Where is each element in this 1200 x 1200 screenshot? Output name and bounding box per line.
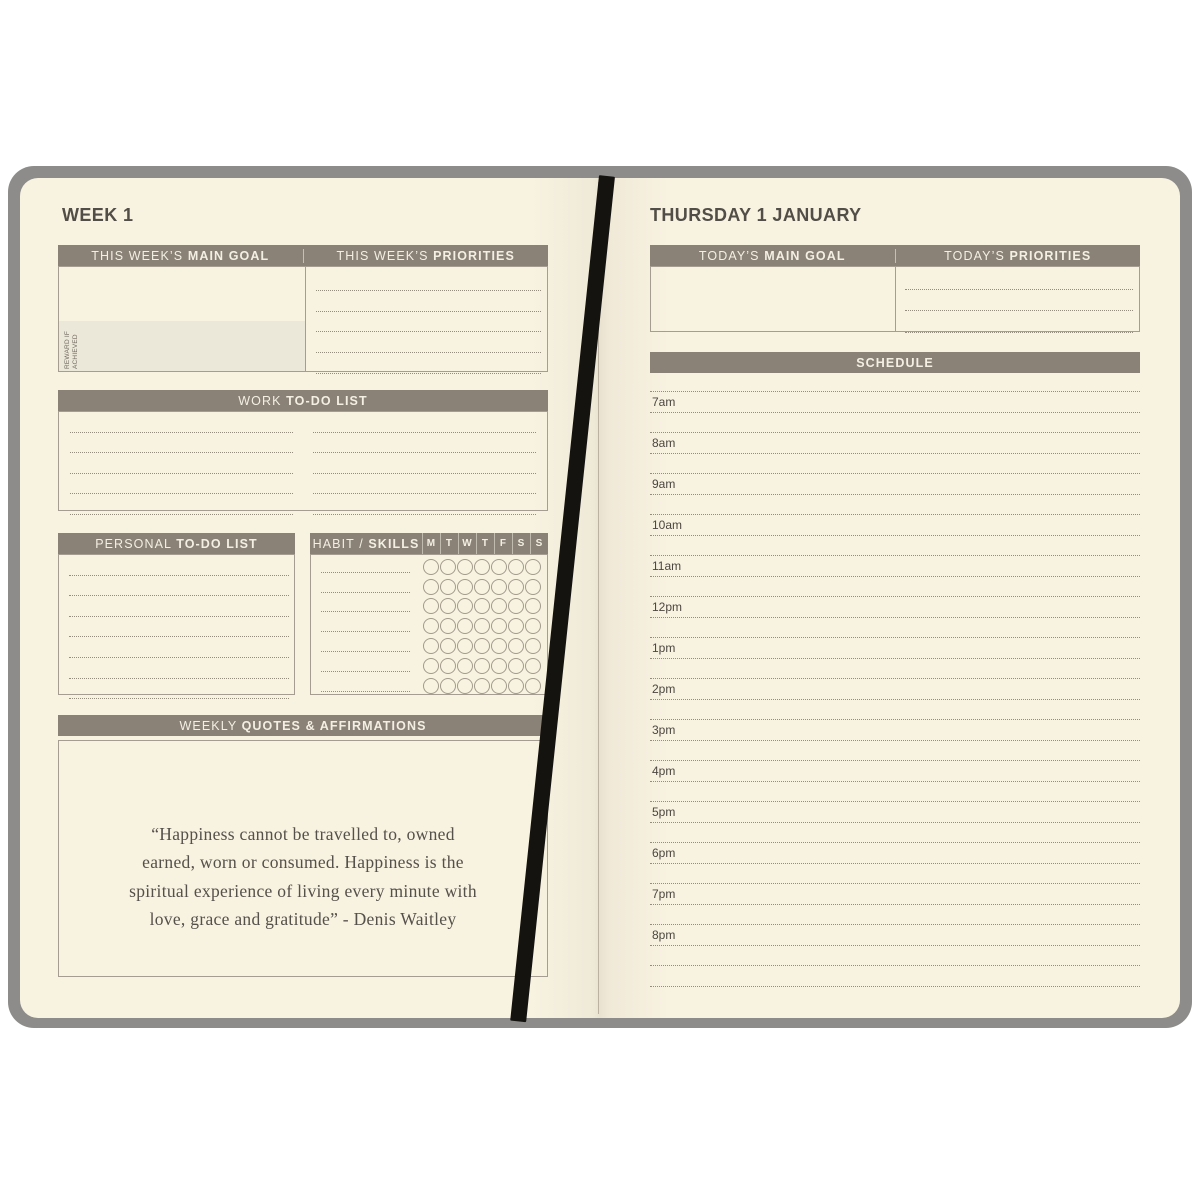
habit-check-circle <box>457 658 473 674</box>
todays-priorities-header <box>895 249 1141 263</box>
schedule-row <box>650 391 1140 412</box>
schedule-row <box>650 453 1140 474</box>
habit-name-line <box>321 572 410 573</box>
today-goal-priorities-header <box>650 245 1140 266</box>
schedule-time-label: 8pm <box>652 928 676 942</box>
habit-check-circle <box>508 598 524 614</box>
quote-line: “Happiness cannot be travelled to, owned <box>151 824 455 844</box>
schedule-row <box>650 412 1140 433</box>
habit-check-circle <box>508 678 524 694</box>
habit-check-circle <box>474 638 490 654</box>
habit-check-circle <box>508 618 524 634</box>
schedule-time-label: 7pm <box>652 887 676 901</box>
work-todo-column-1 <box>70 412 293 510</box>
dotted-writing-line <box>316 312 541 333</box>
header-prefix: TODAY’S <box>698 248 765 263</box>
schedule-row <box>650 924 1140 945</box>
schedule-row <box>650 617 1140 638</box>
schedule-row <box>650 678 1140 699</box>
header-bold: PRIORITIES <box>1009 248 1092 263</box>
habit-check-circle <box>525 579 541 595</box>
header-prefix: TODAY’S <box>944 248 1010 263</box>
habit-row <box>311 676 547 696</box>
habit-name-line <box>321 631 410 632</box>
habit-name-line <box>321 592 410 593</box>
dotted-writing-line <box>69 637 289 658</box>
habit-check-circle <box>423 618 439 634</box>
schedule-row <box>650 576 1140 597</box>
personal-todo-header <box>58 533 295 554</box>
work-todo-body <box>58 411 548 511</box>
today-main-goal-cell <box>651 267 896 331</box>
schedule-row <box>650 555 1140 576</box>
habit-day-circles <box>422 658 547 674</box>
habit-skills-label <box>310 537 422 551</box>
schedule-row <box>650 883 1140 904</box>
header-prefix: HABIT / <box>312 536 369 551</box>
habit-row <box>311 656 547 676</box>
habit-check-circle <box>491 598 507 614</box>
dotted-writing-line <box>316 353 541 374</box>
habit-name-line <box>321 691 410 692</box>
habit-check-circle <box>491 618 507 634</box>
habit-row <box>311 616 547 636</box>
habit-check-circle <box>474 598 490 614</box>
schedule-time-label: 5pm <box>652 805 676 819</box>
work-todo-column-2 <box>313 412 536 510</box>
habit-check-circle <box>423 658 439 674</box>
habit-check-circle <box>491 559 507 575</box>
reward-label: REWARD IF ACHIEVED <box>64 330 80 369</box>
habit-day-circles <box>422 579 547 595</box>
header-bold: MAIN GOAL <box>187 248 270 263</box>
habit-check-circle <box>423 638 439 654</box>
day-title: THURSDAY 1 JANUARY <box>650 205 862 225</box>
habit-check-circle <box>508 658 524 674</box>
schedule-header-label: SCHEDULE <box>856 355 934 370</box>
weekday-initial: T <box>440 533 458 554</box>
dotted-writing-line <box>316 332 541 353</box>
schedule-row <box>650 432 1140 453</box>
habit-check-circle <box>457 678 473 694</box>
schedule-row <box>650 945 1140 966</box>
work-todo-header <box>58 390 548 411</box>
dotted-writing-line <box>905 311 1133 333</box>
dotted-writing-line <box>69 576 289 597</box>
dotted-writing-line <box>905 268 1133 290</box>
dotted-writing-line <box>905 290 1133 312</box>
this-weeks-main-goal-header <box>58 249 303 263</box>
habit-check-circle <box>474 579 490 595</box>
habit-day-circles <box>422 598 547 614</box>
dotted-writing-line <box>313 453 536 474</box>
habit-name-line <box>321 611 410 612</box>
habit-check-circle <box>474 658 490 674</box>
week-goal-priorities-body <box>58 266 548 372</box>
today-goal-priorities-body <box>650 266 1140 332</box>
header-prefix: THIS WEEK’S <box>336 248 434 263</box>
dotted-writing-line <box>70 453 293 474</box>
habit-check-circle <box>440 678 456 694</box>
habit-check-circle <box>423 579 439 595</box>
header-bold: TO-DO LIST <box>286 393 368 408</box>
habit-name-line <box>321 671 410 672</box>
schedule-time-label: 1pm <box>652 641 676 655</box>
schedule-row <box>650 699 1140 720</box>
header-prefix: THIS WEEK’S <box>91 248 188 263</box>
habit-name-line <box>321 651 410 652</box>
habit-check-circle <box>508 579 524 595</box>
habit-check-circle <box>440 618 456 634</box>
habit-check-circle <box>457 618 473 634</box>
dotted-writing-line <box>69 679 289 700</box>
habit-day-circles <box>422 638 547 654</box>
schedule-row <box>650 904 1140 925</box>
weekday-initials <box>422 533 548 554</box>
schedule-row <box>650 658 1140 679</box>
quote-line: earned, worn or consumed. Happiness is the <box>142 852 464 873</box>
header-prefix: WEEKLY <box>179 718 242 733</box>
header-bold: SKILLS <box>368 536 420 551</box>
habit-check-circle <box>423 598 439 614</box>
schedule-row <box>650 494 1140 515</box>
week-priorities-lines <box>306 267 547 371</box>
habit-check-circle <box>491 579 507 595</box>
header-bold: MAIN GOAL <box>764 248 846 263</box>
schedule-row <box>650 473 1140 494</box>
habit-check-circle <box>457 638 473 654</box>
habit-check-circle <box>474 618 490 634</box>
quote-line: spiritual experience of living every minute with <box>129 880 477 901</box>
this-weeks-priorities-header <box>303 249 549 263</box>
schedule-row <box>650 740 1140 761</box>
dotted-writing-line <box>70 494 293 515</box>
dotted-writing-line <box>70 474 293 495</box>
habit-check-circle <box>474 678 490 694</box>
dotted-writing-line <box>69 596 289 617</box>
dotted-writing-line <box>313 474 536 495</box>
schedule-time-label: 7am <box>652 395 676 409</box>
schedule-row <box>650 842 1140 863</box>
main-goal-cell <box>59 267 306 371</box>
week-title: WEEK 1 <box>62 205 134 225</box>
habit-check-circle <box>423 678 439 694</box>
schedule-row <box>650 637 1140 658</box>
dotted-writing-line <box>313 494 536 515</box>
weekly-quote-text <box>58 820 548 933</box>
weekday-initial: W <box>458 533 476 554</box>
habit-check-circle <box>525 598 541 614</box>
schedule-row <box>650 965 1140 986</box>
schedule-time-label: 6pm <box>652 846 676 860</box>
schedule-row <box>650 781 1140 802</box>
week-goal-priorities-header <box>58 245 548 266</box>
habit-row <box>311 597 547 617</box>
schedule-time-label: 10am <box>652 518 683 532</box>
dotted-writing-line <box>70 412 293 433</box>
header-bold: TO-DO LIST <box>176 536 258 551</box>
weekday-initial: M <box>422 533 440 554</box>
habit-day-circles <box>422 559 547 575</box>
habit-row <box>311 557 547 577</box>
dotted-writing-line <box>316 291 541 312</box>
weekday-initial: S <box>530 533 548 554</box>
habit-day-circles <box>422 678 547 694</box>
habit-check-circle <box>440 598 456 614</box>
todays-main-goal-header <box>650 249 895 263</box>
schedule-time-label: 9am <box>652 477 676 491</box>
schedule-row <box>650 822 1140 843</box>
dotted-writing-line <box>70 433 293 454</box>
habit-check-circle <box>525 638 541 654</box>
header-prefix: WORK <box>238 393 287 408</box>
personal-todo-body <box>58 554 295 695</box>
habit-check-circle <box>508 638 524 654</box>
today-priorities-lines <box>896 267 1139 331</box>
habit-check-circle <box>525 678 541 694</box>
habit-check-circle <box>525 559 541 575</box>
dotted-writing-line <box>69 658 289 679</box>
header-prefix: PERSONAL <box>95 536 177 551</box>
habit-check-circle <box>457 559 473 575</box>
schedule-row <box>650 801 1140 822</box>
schedule-row <box>650 863 1140 884</box>
habit-row <box>311 577 547 597</box>
habit-check-circle <box>457 579 473 595</box>
schedule-time-label: 11am <box>652 559 682 573</box>
weekday-initial: T <box>476 533 494 554</box>
schedule-time-label: 12pm <box>652 600 683 614</box>
quote-line: love, grace and gratitude” - Denis Waitley <box>149 909 457 930</box>
weekday-initial: S <box>512 533 530 554</box>
habit-day-circles <box>422 618 547 634</box>
schedule-time-label: 4pm <box>652 764 676 778</box>
habit-check-circle <box>423 559 439 575</box>
habit-check-circle <box>491 638 507 654</box>
habit-check-circle <box>440 579 456 595</box>
schedule-row <box>650 514 1140 535</box>
habit-check-circle <box>525 618 541 634</box>
schedule-header <box>650 352 1140 373</box>
habit-check-circle <box>491 678 507 694</box>
habit-check-circle <box>525 658 541 674</box>
header-bold: QUOTES & AFFIRMATIONS <box>241 718 427 733</box>
habit-check-circle <box>508 559 524 575</box>
habit-check-circle <box>440 638 456 654</box>
habit-row <box>311 636 547 656</box>
schedule-row <box>650 760 1140 781</box>
dotted-writing-line <box>69 555 289 576</box>
habit-check-circle <box>440 559 456 575</box>
reward-if-achieved-area <box>59 321 305 371</box>
header-bold: PRIORITIES <box>433 248 515 263</box>
habit-check-circle <box>491 658 507 674</box>
dotted-writing-line <box>313 433 536 454</box>
schedule-time-label: 2pm <box>652 682 676 696</box>
schedule-time-label: 8am <box>652 436 676 450</box>
schedule-row <box>650 719 1140 740</box>
habit-check-circle <box>440 658 456 674</box>
dotted-writing-line <box>69 617 289 638</box>
dotted-writing-line <box>313 412 536 433</box>
schedule-time-label: 3pm <box>652 723 676 737</box>
dotted-writing-line <box>316 270 541 291</box>
schedule-row <box>650 596 1140 617</box>
habit-tracker-grid <box>310 554 548 695</box>
weekly-quotes-header <box>58 715 548 736</box>
habit-check-circle <box>474 559 490 575</box>
habit-skills-header <box>310 533 548 554</box>
weekday-initial: F <box>494 533 512 554</box>
schedule-grid <box>650 391 1140 987</box>
schedule-row <box>650 535 1140 556</box>
habit-check-circle <box>457 598 473 614</box>
